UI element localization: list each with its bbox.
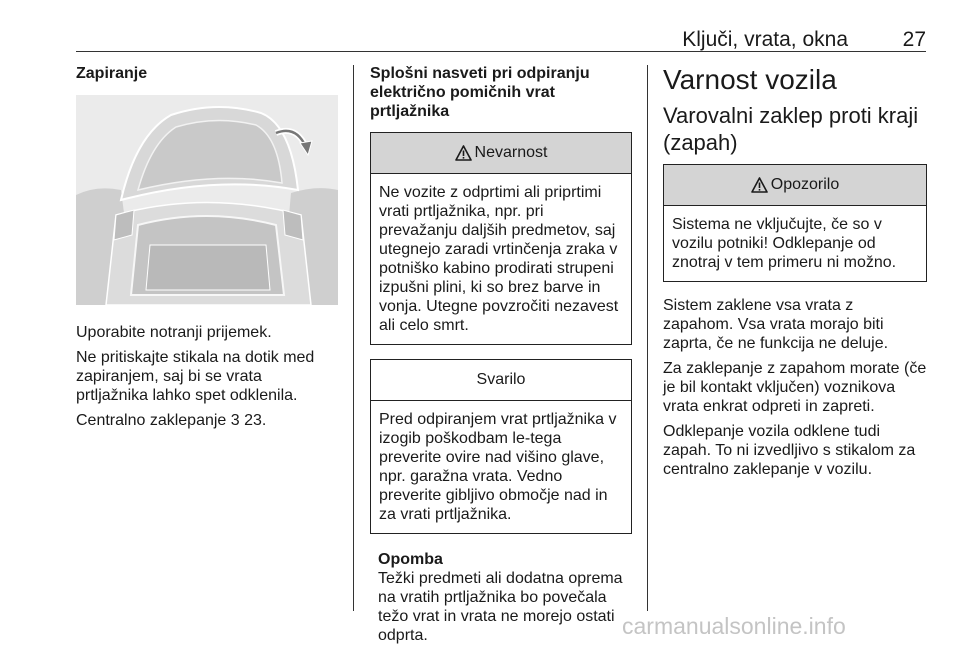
column-divider-2	[647, 65, 648, 611]
note	[370, 550, 632, 645]
section-subtitle: Varovalni zaklep proti kraji (zapah)	[663, 103, 919, 155]
caution-box	[370, 359, 632, 534]
warning-box-text: Sistema ne vključujte, če so v vozilu potniki! Odklepanje od znotraj v tem primeru ni možno.	[672, 216, 897, 271]
danger-box-title: Nevarnost	[474, 144, 548, 161]
watermark-logo	[620, 612, 955, 640]
tailgate-illustration	[76, 95, 338, 305]
paragraph-central-locking: Centralno zaklepanje 3 23.	[76, 412, 267, 429]
column-2	[370, 64, 632, 645]
general-tips-heading: Splošni nasveti pri odpiranju električno pomičnih vrat prtljažnika	[370, 65, 590, 120]
caution-box-title: Svarilo	[476, 371, 526, 388]
caution-box-text: Pred odpiranjem vrat prtljažnika v izogib poškodbam le-tega preverite ovire nad višino glave, npr. garažna vrata. Vedno preverite gibljivo območje nad in za vrati prtljažnika.	[379, 411, 617, 523]
paragraph-touch-switch: Ne pritiskajte stikala na dotik med zapiranjem, saj bi se vrata prtljažnika lahko spet odklenila.	[76, 349, 315, 404]
section-title: Varnost vozila	[663, 64, 837, 95]
column-divider-1	[353, 65, 354, 611]
danger-box-text: Ne vozite z odprtimi ali priprtimi vrati prtljažnika, npr. pri prevažanju daljših predmetov, saj utegnejo zaradi vrtinčenja zraka v potniško kabino prodirati strupeni izpušni plini, ki so brez barve in vonja. Utegne povzročiti nezavest ali celo smrt.	[379, 184, 619, 334]
warning-triangle-icon	[751, 177, 768, 193]
paragraph-deadlock-system: Sistem zaklene vsa vrata z zapahom. Vsa vrata morajo biti zaprta, če ne funkcija ne deluje.	[663, 297, 889, 352]
caution-box-header	[371, 360, 631, 401]
warning-box-header	[664, 165, 926, 206]
page-number: 27	[902, 28, 926, 51]
danger-box	[370, 132, 632, 345]
warning-box-title: Opozorilo	[770, 176, 840, 193]
note-title: Opomba	[378, 551, 443, 568]
closing-heading: Zapiranje	[76, 65, 148, 82]
danger-box-header	[371, 133, 631, 174]
paragraph-deadlock-unlock: Odklepanje vozila odklene tudi zapah. To ni izvedljivo s stikalom za centralno zaklepanje v vozilu.	[663, 423, 916, 478]
note-text: Težki predmeti ali dodatna oprema na vratih prtljažnika bo povečala težo vrat in vrata ne morejo ostati odprta.	[378, 570, 623, 644]
warning-triangle-icon	[455, 145, 472, 161]
column-1	[76, 64, 338, 436]
column-3	[663, 64, 927, 485]
paragraph-inner-handle: Uporabite notranji prijemek.	[76, 324, 272, 341]
watermark-text: carmanualsonline.info	[622, 613, 846, 639]
header-rule	[76, 51, 926, 52]
paragraph-deadlock-activate: Za zaklepanje z zapahom morate (če je bil kontakt vključen) voznikova vrata enkrat odpreti in zapreti.	[663, 360, 927, 415]
warning-box	[663, 164, 927, 282]
header-title: Ključi, vrata, okna	[682, 28, 848, 51]
